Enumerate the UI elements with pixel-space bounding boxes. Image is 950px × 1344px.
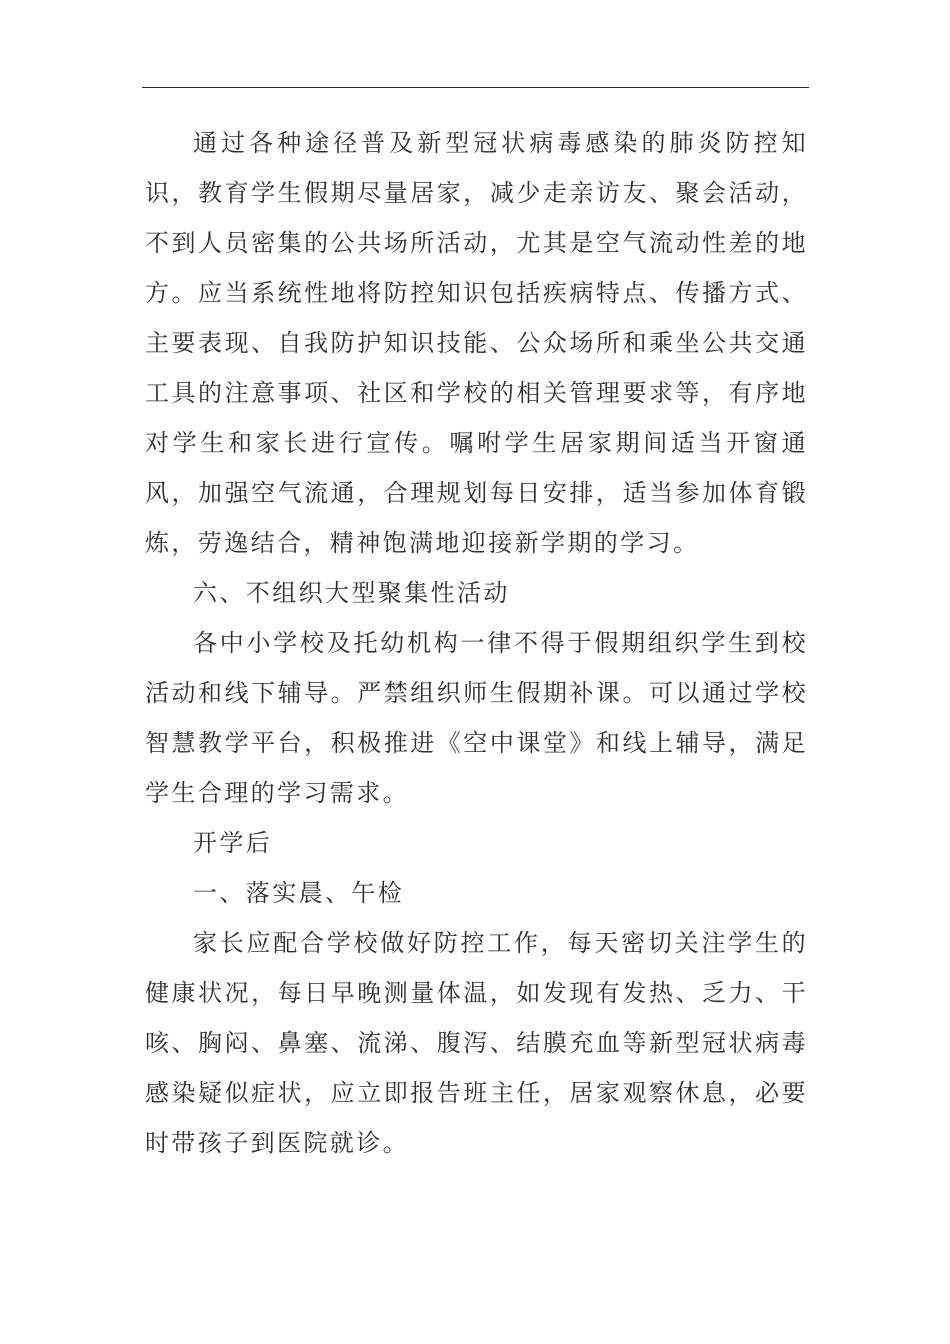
heading-section-six: 六、不组织大型聚集性活动 — [193, 579, 510, 607]
heading-after-school-start: 开学后 — [193, 829, 273, 857]
heading-section-one: 一、落实晨、午检 — [193, 879, 405, 907]
paragraph-prevention-education: 通过各种途径普及新型冠状病毒感染的肺炎防控知识，教育学生假期尽量居家，减少走亲访友、聚会活动，不到人员密集的公共场所活动，尤其是空气流动性差的地方。应当系统性地将防控知识包括疾病特点、传播方式、主要表现、自我防护知识技能、公众场所和乘坐公共交通工具的注意事项、社区和学校的相关管理要求等，有序地对学生和家长进行宣传。嘱咐学生居家期间适当开窗通风，加强空气流通，合理规划每日安排，适当参加体育锻炼，劳逸结合，精神饱满地迎接新学期的学习。 — [145, 129, 808, 557]
paragraph-no-gatherings: 各中小学校及托幼机构一律不得于假期组织学生到校活动和线下辅导。严禁组织师生假期补课。可以通过学校智慧教学平台，积极推进《空中课堂》和线上辅导，满足学生合理的学习需求。 — [145, 629, 808, 807]
paragraph-health-checks: 家长应配合学校做好防控工作，每天密切关注学生的健康状况，每日早晚测量体温，如发现有发热、乏力、干咳、胸闷、鼻塞、流涕、腹泻、结膜充血等新型冠状病毒感染疑似症状，应立即报告班主任，居家观察休息，必要时带孩子到医院就诊。 — [145, 929, 808, 1157]
header-rule — [142, 87, 809, 88]
document-body — [145, 118, 808, 1168]
